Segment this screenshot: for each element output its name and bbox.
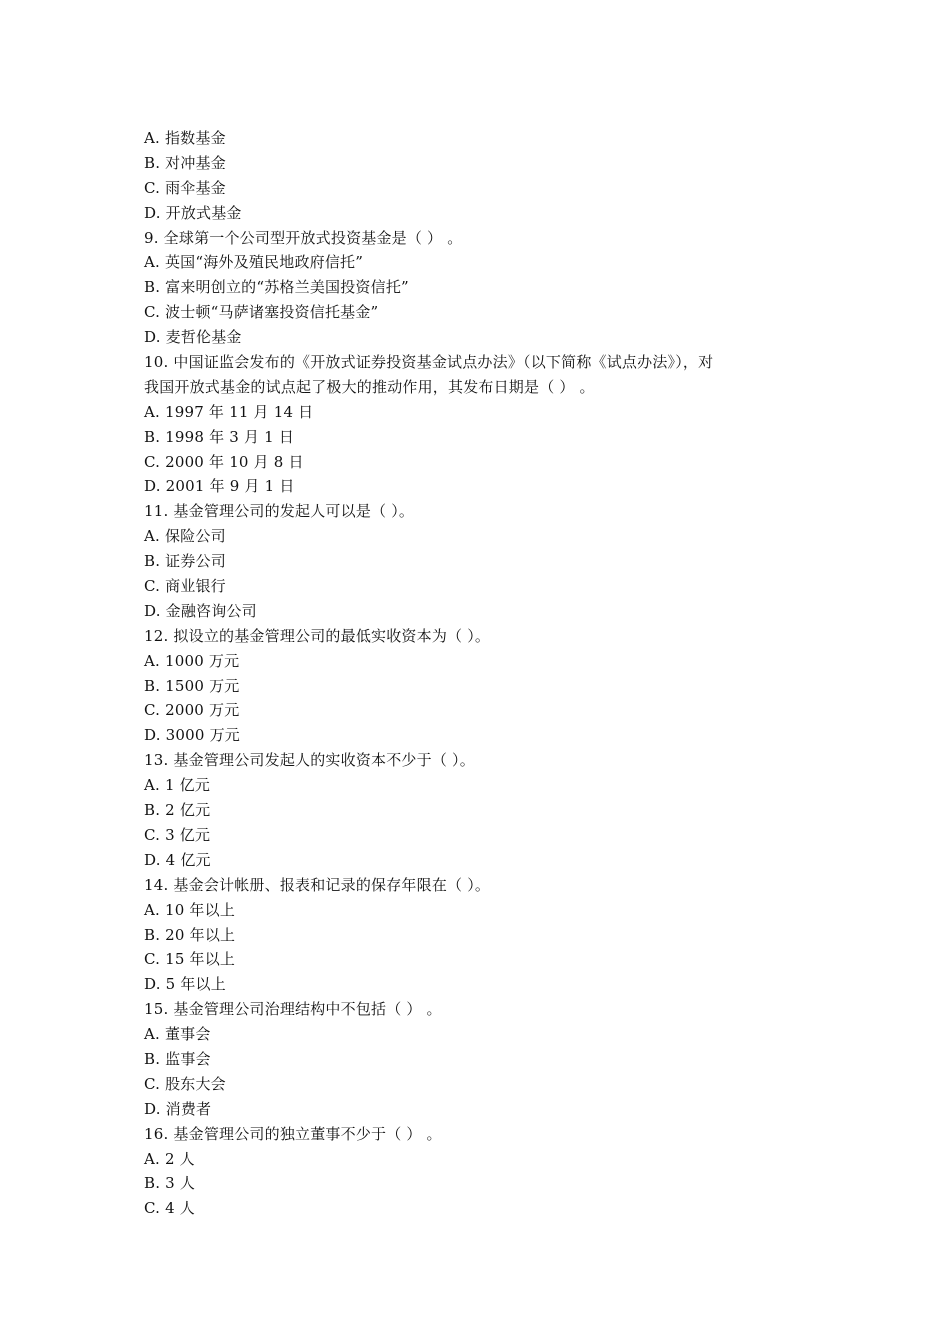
option-line: A. 1 亿元 xyxy=(144,776,211,795)
option-line: B. 2 亿元 xyxy=(144,801,211,820)
option-line: C. 波士顿“马萨诸塞投资信托基金” xyxy=(144,303,379,322)
question-13: 13. 基金管理公司发起人的实收资本不少于（ ）。 xyxy=(144,751,475,770)
option-line: A. 英国“海外及殖民地政府信托” xyxy=(144,253,364,272)
option-line: D. 5 年以上 xyxy=(144,975,226,994)
option-line: B. 富来明创立的“苏格兰美国投资信托” xyxy=(144,278,409,297)
option-line: D. 开放式基金 xyxy=(144,203,242,222)
option-line: C. 2000 年 10 月 8 日 xyxy=(144,452,304,471)
question-11: 11. 基金管理公司的发起人可以是（ ）。 xyxy=(144,502,415,521)
option-line: B. 20 年以上 xyxy=(144,925,236,944)
option-line: C. 2000 万元 xyxy=(144,701,240,720)
question-10: 10. 中国证监会发布的《开放式证券投资基金试点办法》（以下简称《试点办法》），对 xyxy=(144,353,714,372)
option-line: B. 对冲基金 xyxy=(144,153,226,172)
option-line: D. 3000 万元 xyxy=(144,726,240,745)
option-line: B. 3 人 xyxy=(144,1174,196,1193)
option-line: C. 股东大会 xyxy=(144,1074,226,1093)
option-line: C. 雨伞基金 xyxy=(144,178,226,197)
option-line: D. 金融咨询公司 xyxy=(144,601,257,620)
question-16: 16. 基金管理公司的独立董事不少于（ ） 。 xyxy=(144,1124,442,1143)
question-14: 14. 基金会计帐册、报表和记录的保存年限在（ ）。 xyxy=(144,875,491,894)
question-12: 12. 拟设立的基金管理公司的最低实收资本为（ ）。 xyxy=(144,626,491,645)
option-line: B. 证券公司 xyxy=(144,552,226,571)
option-line: B. 1500 万元 xyxy=(144,676,240,695)
document-page xyxy=(144,126,824,1221)
question-15: 15. 基金管理公司治理结构中不包括（ ） 。 xyxy=(144,1000,442,1019)
option-line: A. 1997 年 11 月 14 日 xyxy=(144,402,314,421)
option-line: D. 麦哲伦基金 xyxy=(144,328,242,347)
option-line: C. 4 人 xyxy=(144,1199,195,1218)
option-line: A. 10 年以上 xyxy=(144,900,236,919)
question-9: 9. 全球第一个公司型开放式投资基金是（ ） 。 xyxy=(144,228,463,247)
option-line: D. 2001 年 9 月 1 日 xyxy=(144,477,295,496)
option-line: B. 监事会 xyxy=(144,1049,211,1068)
option-line: A. 1000 万元 xyxy=(144,651,240,670)
option-line: C. 3 亿元 xyxy=(144,825,211,844)
option-line: A. 指数基金 xyxy=(144,129,226,147)
question-10-continued: 我国开放式基金的试点起了极大的推动作用，其发布日期是（ ） 。 xyxy=(144,377,595,396)
option-line: D. 4 亿元 xyxy=(144,850,211,869)
option-line: A. 董事会 xyxy=(144,1025,211,1044)
option-line: C. 商业银行 xyxy=(144,577,226,596)
option-line: D. 消费者 xyxy=(144,1099,212,1118)
option-line: A. 保险公司 xyxy=(144,527,226,546)
option-line: A. 2 人 xyxy=(144,1149,195,1168)
option-line: C. 15 年以上 xyxy=(144,950,236,969)
option-line: B. 1998 年 3 月 1 日 xyxy=(144,427,295,446)
